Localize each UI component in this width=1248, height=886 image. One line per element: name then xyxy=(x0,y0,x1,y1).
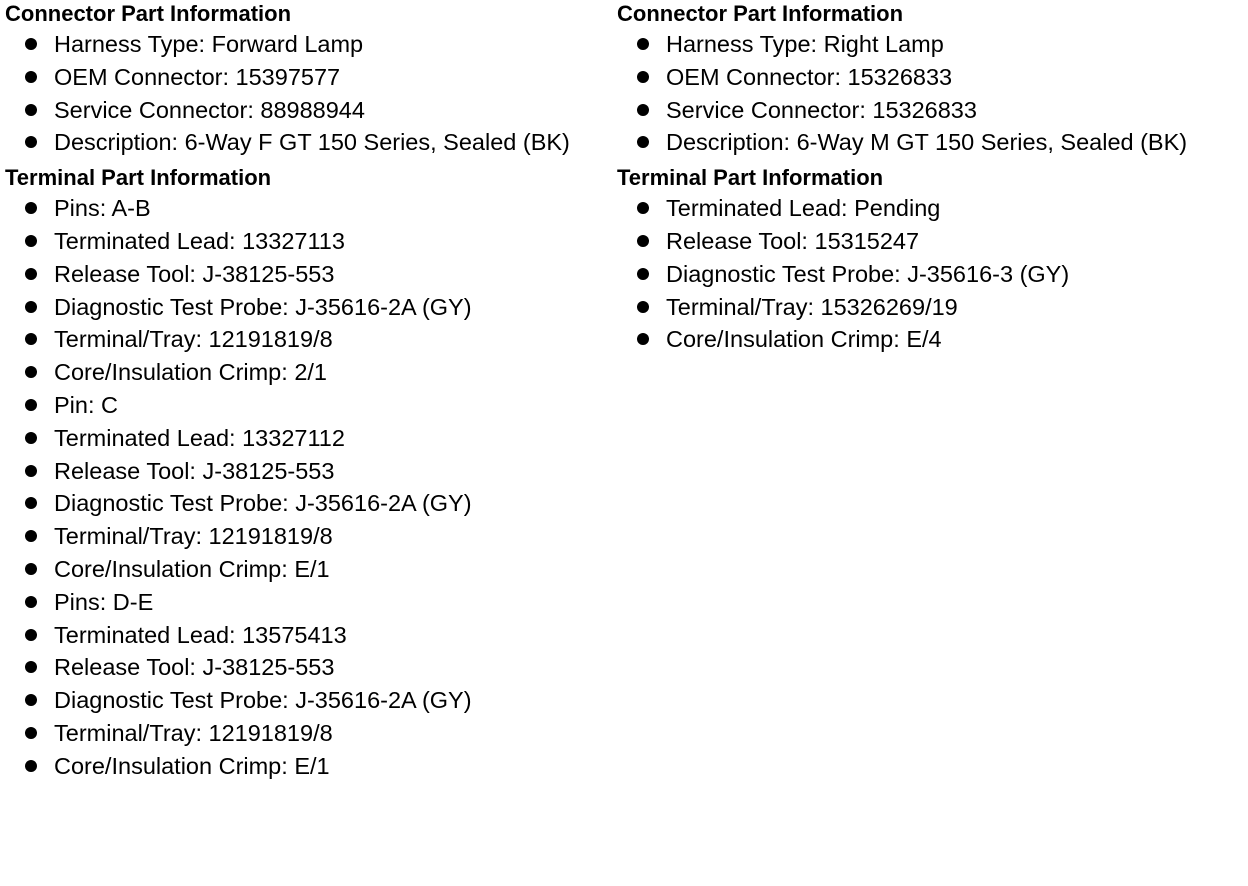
bullet-icon xyxy=(637,333,649,345)
bullet-icon xyxy=(637,71,649,83)
bullet-icon xyxy=(637,202,649,214)
bullet-icon xyxy=(25,432,37,444)
list-item: Core/Insulation Crimp: E/4 xyxy=(617,323,1229,356)
list-item: Harness Type: Forward Lamp xyxy=(5,28,617,61)
list-item: Terminated Lead: 13327113 xyxy=(5,225,617,258)
list-item: Diagnostic Test Probe: J-35616-2A (GY) xyxy=(5,487,617,520)
terminal-part-heading: Terminal Part Information xyxy=(5,165,272,191)
bullet-icon xyxy=(25,760,37,772)
bullet-icon xyxy=(25,202,37,214)
bullet-icon xyxy=(637,235,649,247)
list-item: Terminal/Tray: 12191819/8 xyxy=(5,717,617,750)
list-item: Terminal/Tray: 12191819/8 xyxy=(5,323,617,356)
bullet-icon xyxy=(637,136,649,148)
bullet-icon xyxy=(637,38,649,50)
list-item: Description: 6-Way F GT 150 Series, Sealed (BK) xyxy=(5,126,617,159)
list-item: Service Connector: 88988944 xyxy=(5,94,617,127)
terminal-group-1 xyxy=(617,192,1229,356)
list-item: Pins: D-E xyxy=(5,586,617,619)
list-item: Release Tool: J-38125-553 xyxy=(5,258,617,291)
bullet-icon xyxy=(25,596,37,608)
bullet-icon xyxy=(25,301,37,313)
bullet-icon xyxy=(25,268,37,280)
connector-part-list xyxy=(5,28,617,159)
list-item: Release Tool: J-38125-553 xyxy=(5,651,617,684)
bullet-icon xyxy=(25,465,37,477)
connector-part-heading: Connector Part Information xyxy=(617,1,904,26)
list-item: Pins: A-B xyxy=(5,192,617,225)
list-item: Terminal/Tray: 15326269/19 xyxy=(617,291,1229,324)
list-item: Diagnostic Test Probe: J-35616-2A (GY) xyxy=(5,291,617,324)
list-item: Terminal/Tray: 12191819/8 xyxy=(5,520,617,553)
bullet-icon xyxy=(25,104,37,116)
bullet-icon xyxy=(25,136,37,148)
list-item: Core/Insulation Crimp: E/1 xyxy=(5,750,617,783)
list-item: Description: 6-Way M GT 150 Series, Sealed (BK) xyxy=(617,126,1229,159)
bullet-icon xyxy=(25,366,37,378)
bullet-icon xyxy=(25,661,37,673)
terminal-part-heading: Terminal Part Information xyxy=(617,165,884,191)
bullet-icon xyxy=(25,38,37,50)
bullet-icon xyxy=(637,301,649,313)
terminal-group-1 xyxy=(5,192,617,389)
bullet-icon xyxy=(25,629,37,641)
terminal-group-2 xyxy=(5,389,617,586)
bullet-icon xyxy=(25,727,37,739)
connector-part-list xyxy=(617,28,1229,159)
bullet-icon xyxy=(637,104,649,116)
list-item: Release Tool: J-38125-553 xyxy=(5,455,617,488)
list-item: Core/Insulation Crimp: 2/1 xyxy=(5,356,617,389)
list-item: Core/Insulation Crimp: E/1 xyxy=(5,553,617,586)
list-item: Service Connector: 15326833 xyxy=(617,94,1229,127)
list-item: Release Tool: 15315247 xyxy=(617,225,1229,258)
bullet-icon xyxy=(25,530,37,542)
bullet-icon xyxy=(25,71,37,83)
list-item: Diagnostic Test Probe: J-35616-2A (GY) xyxy=(5,684,617,717)
bullet-icon xyxy=(25,497,37,509)
bullet-icon xyxy=(25,694,37,706)
list-item: Pin: C xyxy=(5,389,617,422)
bullet-icon xyxy=(25,235,37,247)
terminal-group-3 xyxy=(5,586,617,783)
list-item: OEM Connector: 15326833 xyxy=(617,61,1229,94)
list-item: Terminated Lead: 13327112 xyxy=(5,422,617,455)
connector-part-heading: Connector Part Information xyxy=(5,1,292,26)
list-item: OEM Connector: 15397577 xyxy=(5,61,617,94)
bullet-icon xyxy=(25,399,37,411)
list-item: Diagnostic Test Probe: J-35616-3 (GY) xyxy=(617,258,1229,291)
bullet-icon xyxy=(25,333,37,345)
bullet-icon xyxy=(25,563,37,575)
bullet-icon xyxy=(637,268,649,280)
list-item: Terminated Lead: 13575413 xyxy=(5,619,617,652)
list-item: Terminated Lead: Pending xyxy=(617,192,1229,225)
left-column xyxy=(5,0,617,783)
list-item: Harness Type: Right Lamp xyxy=(617,28,1229,61)
right-column xyxy=(617,0,1229,356)
